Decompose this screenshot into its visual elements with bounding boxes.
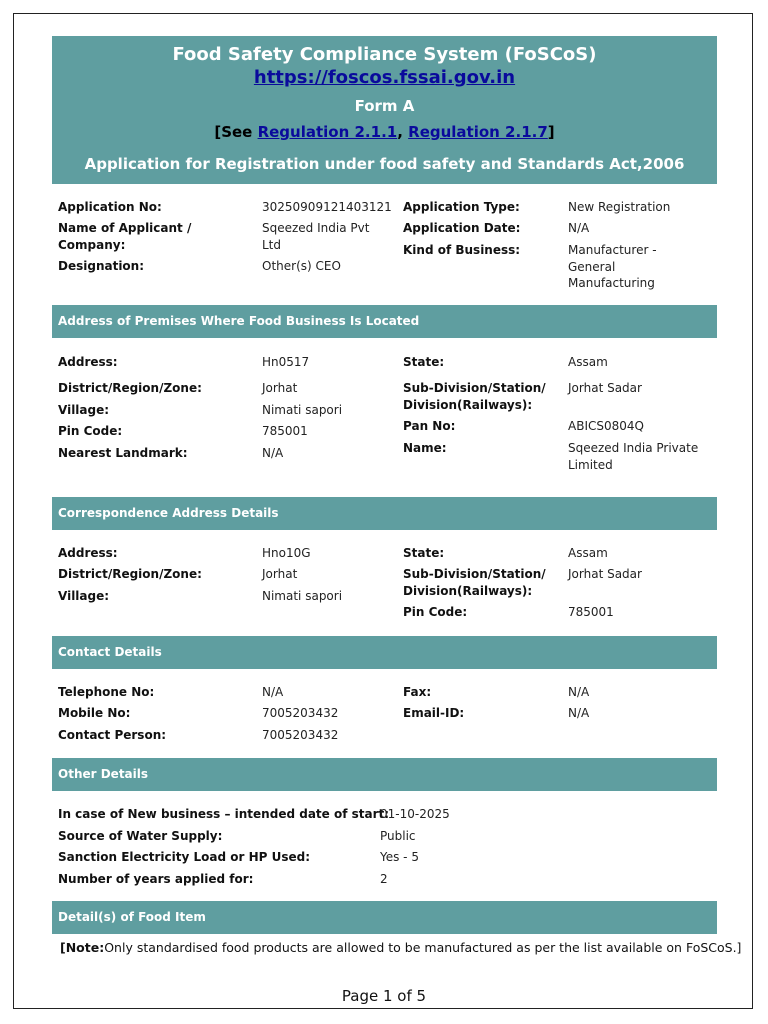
premises-pin-label: Pin Code: xyxy=(58,424,123,438)
premises-subdivision-value: Jorhat Sadar xyxy=(568,381,642,395)
fax-label: Fax: xyxy=(403,685,432,699)
corr-address-value: Hno10G xyxy=(262,546,311,560)
pan-no-label: Pan No: xyxy=(403,419,456,433)
corr-pin-value: 785001 xyxy=(568,605,614,619)
premises-landmark-label: Nearest Landmark: xyxy=(58,446,188,460)
kind-of-business-value: Manufacturer - General Manufacturing xyxy=(568,243,657,290)
reg-separator: , xyxy=(397,123,409,141)
form-header xyxy=(52,36,717,184)
contact-person-value: 7005203432 xyxy=(262,728,339,742)
telephone-value: N/A xyxy=(262,685,284,699)
application-title: Application for Registration under food safety and Standards Act,2006 xyxy=(84,155,685,173)
kind-of-business-label: Kind of Business: xyxy=(403,243,521,257)
years-applied-label: Number of years applied for: xyxy=(58,872,254,886)
fax-value: N/A xyxy=(568,685,590,699)
designation-value: Other(s) CEO xyxy=(262,259,341,273)
corr-subdivision-value: Jorhat Sadar xyxy=(568,567,642,581)
application-type-value: New Registration xyxy=(568,200,671,214)
premises-pin-value: 785001 xyxy=(262,424,308,438)
application-no-value: 30250909121403121 xyxy=(262,200,392,214)
application-date-value: N/A xyxy=(568,221,590,235)
application-type-label: Application Type: xyxy=(403,200,520,214)
regulation-2-1-1-link[interactable]: Regulation 2.1.1 xyxy=(257,123,398,141)
water-supply-value: Public xyxy=(380,829,416,843)
corr-state-value: Assam xyxy=(568,546,608,560)
applicant-name-value: Sqeezed India Pvt Ltd xyxy=(262,221,370,252)
application-no-label: Application No: xyxy=(58,200,162,214)
corr-village-value: Nimati sapori xyxy=(262,589,343,603)
premises-section-header: Address of Premises Where Food Business Is Located xyxy=(52,305,717,338)
corr-district-label: District/Region/Zone: xyxy=(58,567,202,581)
food-note xyxy=(60,940,741,955)
water-supply-label: Source of Water Supply: xyxy=(58,829,223,843)
regulation-2-1-7-link[interactable]: Regulation 2.1.7 xyxy=(408,123,548,141)
corr-state-label: State: xyxy=(403,546,445,560)
note-label: [Note: xyxy=(60,940,105,955)
premises-village-label: Village: xyxy=(58,403,110,417)
premises-state-label: State: xyxy=(403,355,445,369)
other-section-header: Other Details xyxy=(52,758,717,791)
business-name-label: Name: xyxy=(403,441,447,455)
premises-district-value: Jorhat xyxy=(262,381,298,395)
portal-link[interactable]: https://foscos.fssai.gov.in xyxy=(253,67,516,88)
application-date-label: Application Date: xyxy=(403,221,521,235)
premises-address-label: Address: xyxy=(58,355,118,369)
regulations-line xyxy=(52,123,717,141)
corr-subdivision-label: Sub-Division/Station/ Division(Railways): xyxy=(403,567,546,598)
note-text: Only standardised food products are allowed to be manufactured as per the list available on FoSCoS.] xyxy=(104,940,742,955)
corr-village-label: Village: xyxy=(58,589,110,603)
start-date-label: In case of New business – intended date of start: xyxy=(58,807,390,821)
corr-pin-label: Pin Code: xyxy=(403,605,468,619)
corr-address-label: Address: xyxy=(58,546,118,560)
designation-label: Designation: xyxy=(58,259,145,273)
premises-subdivision-label: Sub-Division/Station/ Division(Railways): xyxy=(403,381,546,412)
premises-landmark-value: N/A xyxy=(262,446,284,460)
years-applied-value: 2 xyxy=(380,872,388,886)
food-item-section-header: Detail(s) of Food Item xyxy=(52,901,717,934)
start-date-value: 01-10-2025 xyxy=(380,807,450,821)
electricity-load-value: Yes - 5 xyxy=(380,850,419,864)
business-name-value: Sqeezed India Private Limited xyxy=(568,441,699,472)
premises-district-label: District/Region/Zone: xyxy=(58,381,202,395)
mobile-value: 7005203432 xyxy=(262,706,339,720)
premises-address-value: Hn0517 xyxy=(262,355,310,369)
pan-no-value: ABICS0804Q xyxy=(568,419,644,433)
telephone-label: Telephone No: xyxy=(58,685,155,699)
applicant-name-label: Name of Applicant / Company: xyxy=(58,221,192,252)
email-label: Email-ID: xyxy=(403,706,465,720)
form-name: Form A xyxy=(354,97,415,115)
portal-url xyxy=(52,67,717,88)
corr-district-value: Jorhat xyxy=(262,567,298,581)
see-prefix: [See xyxy=(214,123,258,141)
electricity-load-label: Sanction Electricity Load or HP Used: xyxy=(58,850,311,864)
mobile-label: Mobile No: xyxy=(58,706,131,720)
system-title: Food Safety Compliance System (FoSCoS) xyxy=(172,44,597,65)
premises-village-value: Nimati sapori xyxy=(262,403,343,417)
page-number: Page 1 of 5 xyxy=(341,987,427,1005)
contact-person-label: Contact Person: xyxy=(58,728,167,742)
see-suffix: ] xyxy=(547,123,555,141)
correspondence-section-header: Correspondence Address Details xyxy=(52,497,717,530)
contact-section-header: Contact Details xyxy=(52,636,717,669)
premises-state-value: Assam xyxy=(568,355,608,369)
email-value: N/A xyxy=(568,706,590,720)
